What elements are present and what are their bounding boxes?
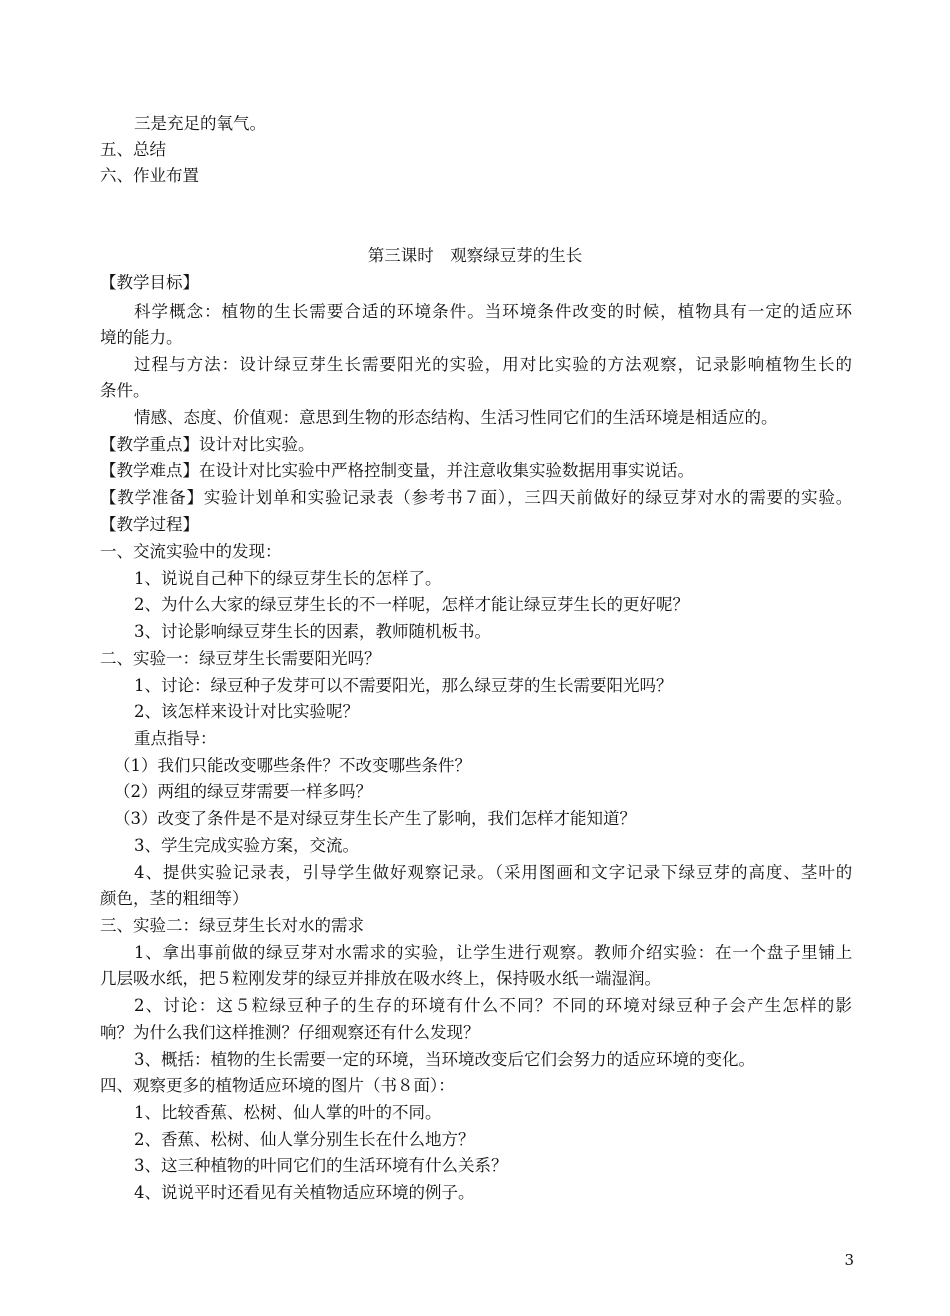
section4-title: 四、观察更多的植物适应环境的图片（书８面）：: [100, 1076, 455, 1095]
key-point: 【教学重点】设计对比实验。: [100, 435, 315, 454]
sub-item: （1）我们只能改变哪些条件？不改变哪些条件？: [114, 756, 471, 775]
list-item: 4、提供实验记录表，引导学生做好观察记录。（采用图画和文字记录下绿豆芽的高度、茎叶的: [134, 863, 852, 882]
list-item: 1、比较香蕉、松树、仙人掌的叶的不同。: [134, 1103, 442, 1122]
list-item: 2、讨论：这５粒绿豆种子的生存的环境有什么不同？不同的环境对绿豆种子会产生怎样的影: [134, 996, 852, 1015]
preparation: 【教学准备】实验计划单和实验记录表（参考书７面），三四天前做好的绿豆芽对水的需要的实验。: [100, 488, 852, 507]
difficulty: 【教学难点】在设计对比实验中严格控制变量，并注意收集实验数据用事实说话。: [100, 461, 694, 480]
list-item: 1、讨论：绿豆种子发芽可以不需要阳光，那么绿豆芽的生长需要阳光吗？: [134, 676, 673, 695]
goal-emotion: 情感、态度、价值观：意思到生物的形态结构、生活习性同它们的生活环境是相适应的。: [134, 408, 778, 427]
lesson-title: 第三课时 观察绿豆芽的生长: [367, 246, 583, 265]
list-item: 3、这三种植物的叶同它们的生活环境有什么关系？: [134, 1156, 508, 1175]
goal-concept-line2: 境的能力。: [100, 328, 183, 347]
process-heading: 【教学过程】: [100, 515, 199, 534]
list-item: 2、香蕉、松树、仙人掌分别生长在什么地方？: [134, 1130, 475, 1149]
section1-title: 一、交流实验中的发现：: [100, 542, 282, 561]
text-line: 三是充足的氧气。: [134, 114, 266, 133]
list-item: 4、说说平时还看见有关植物适应环境的例子。: [134, 1183, 475, 1202]
sub-item: （3）改变了条件是不是对绿豆芽生长产生了影响，我们怎样才能知道？: [114, 809, 636, 828]
goal-process-line2: 条件。: [100, 381, 150, 400]
list-item: 1、说说自己种下的绿豆芽生长的怎样了。: [134, 569, 442, 588]
list-item: 1、拿出事前做的绿豆芽对水需求的实验，让学生进行观察。教师介绍实验：在一个盘子里铺上: [134, 943, 852, 962]
sub-item: （2）两组的绿豆芽需要一样多吗？: [114, 782, 372, 801]
section-heading: 六、作业布置: [100, 166, 199, 185]
section3-title: 三、实验二：绿豆芽生长对水的需求: [100, 916, 364, 935]
list-item-continued: 几层吸水纸，把５粒刚发芽的绿豆并排放在吸水终上，保持吸水纸一端湿润。: [100, 969, 661, 988]
goal-concept-line1: 科学概念：植物的生长需要合适的环境条件。当环境条件改变的时候，植物具有一定的适应环: [134, 302, 852, 321]
list-item: 2、该怎样来设计对比实验呢？: [134, 702, 359, 721]
section2-title: 二、实验一：绿豆芽生长需要阳光吗？: [100, 649, 381, 668]
page-number: 3: [844, 1251, 854, 1269]
guide-label: 重点指导：: [134, 729, 217, 748]
list-item: 3、概括：植物的生长需要一定的环境，当环境改变后它们会努力的适应环境的变化。: [134, 1050, 755, 1069]
list-item-continued: 响？为什么我们这样推测？仔细观察还有什么发现？: [100, 1023, 480, 1042]
list-item: 3、讨论影响绿豆芽生长的因素，教师随机板书。: [134, 622, 491, 641]
goals-heading: 【教学目标】: [100, 273, 199, 292]
list-item-continued: 颜色，茎的粗细等）: [100, 889, 249, 908]
goal-process-line1: 过程与方法：设计绿豆芽生长需要阳光的实验，用对比实验的方法观察，记录影响植物生长的: [134, 355, 852, 374]
section-heading: 五、总结: [100, 140, 166, 159]
list-item: 3、学生完成实验方案，交流。: [134, 836, 359, 855]
list-item: 2、为什么大家的绿豆芽生长的不一样呢，怎样才能让绿豆芽生长的更好呢？: [134, 595, 689, 614]
